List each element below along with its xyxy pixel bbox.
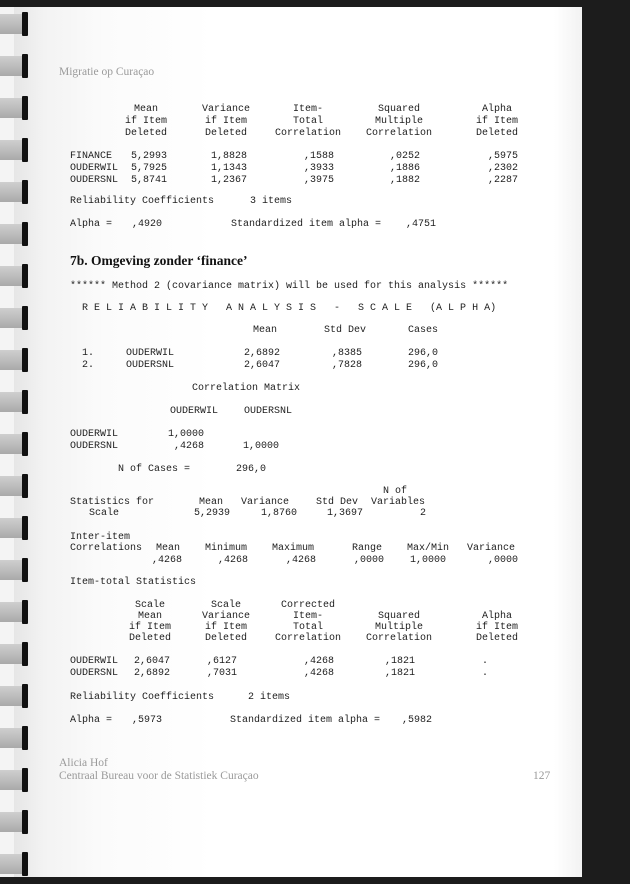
cell-item-total: ,3933	[303, 163, 334, 174]
row-label: FINANCE	[70, 151, 113, 162]
binding-ring-cap	[22, 642, 28, 666]
alpha-value: ,4920	[132, 219, 163, 230]
col-header-scale-var-l1: Scale	[210, 600, 241, 611]
running-header: Migratie op Curaçao	[59, 66, 155, 78]
col-header-mean-l3: Deleted	[124, 128, 167, 139]
cell-alpha: .	[482, 656, 489, 667]
page-number: 127	[533, 770, 551, 782]
col-header-variance-l3: Deleted	[204, 128, 247, 139]
binding-ring-cap	[22, 810, 28, 834]
binding-ring-cap	[22, 390, 28, 414]
alpha-label: Alpha =	[70, 219, 113, 230]
standardized-alpha-label: Standardized item alpha =	[231, 219, 382, 230]
cell-item-total: ,1588	[303, 151, 334, 162]
row-label: OUDERSNL	[70, 441, 119, 452]
inter-item-minimum: ,4268	[217, 555, 248, 566]
col-header-scale-mean-l3: if Item	[128, 622, 171, 633]
row-number: 2.	[82, 360, 95, 371]
analysis-banner: R E L I A B I L I T Y A N A L Y S I S - S C A L E (A L P H A)	[82, 303, 497, 314]
binding-ring-cap	[22, 684, 28, 708]
binding-ring-cap	[22, 96, 28, 120]
binding-ring-cap	[22, 516, 28, 540]
cell-variance: 1,1343	[210, 163, 247, 174]
correlations-label: Correlations	[70, 543, 143, 554]
cell-item-total: ,4268	[303, 668, 334, 679]
cell-variance: ,6127	[206, 656, 237, 667]
col-header-squared-l1: Squared	[377, 611, 420, 622]
col-header-corrected-l4: Correlation	[274, 633, 341, 644]
binding-ring-cap	[22, 600, 28, 624]
scale-label: Scale	[89, 508, 120, 519]
col-header-scale-mean-l2: Mean	[137, 611, 162, 622]
col-header: OUDERSNL	[244, 406, 293, 417]
col-header-alpha-l3: Deleted	[475, 633, 518, 644]
n-of-cases-value: 296,0	[236, 464, 267, 475]
inter-item-range: ,0000	[353, 555, 384, 566]
cell-variance: 1,2367	[210, 175, 247, 186]
col-header: OUDERWIL	[170, 406, 219, 417]
reliability-coefficients-label: Reliability Coefficients	[70, 196, 215, 207]
cell-item-total: ,4268	[303, 656, 334, 667]
row-label: OUDERSNL	[70, 175, 119, 186]
row-label: OUDERSNL	[126, 360, 175, 371]
row-label: OUDERWIL	[70, 656, 119, 667]
statistics-for-label: Statistics for	[70, 497, 155, 508]
binding-ring-cap	[22, 558, 28, 582]
col-header-alpha-l1: Alpha	[481, 104, 512, 115]
col-header-corrected-l1: Corrected	[280, 600, 335, 611]
binding-ring-cap	[22, 12, 28, 36]
col-header-squared-l2: Multiple	[374, 116, 423, 127]
col-header-squared-l3: Correlation	[365, 633, 432, 644]
cell-mean: 2,6892	[243, 348, 280, 359]
binding-ring-cap	[22, 768, 28, 792]
row-number: 1.	[82, 348, 95, 359]
section-heading-7b: 7b. Omgeving zonder ‘finance’	[70, 253, 248, 268]
col-header-variance-l2: if Item	[204, 116, 247, 127]
method-note: ****** Method 2 (covariance matrix) will be used for this analysis ******	[70, 281, 509, 292]
scale-n-variables: 2	[419, 508, 426, 519]
col-header-scale-var-l4: Deleted	[204, 633, 247, 644]
cell-squared-multiple: ,1821	[384, 656, 415, 667]
binding-ring-cap	[22, 852, 28, 876]
col-header-variance: Variance	[241, 497, 290, 508]
cell-mean: 5,2993	[130, 151, 167, 162]
binding-ring-cap	[22, 264, 28, 288]
row-label: OUDERWIL	[70, 163, 119, 174]
col-header-scale-mean-l1: Scale	[134, 600, 165, 611]
col-header-corrected-l3: Total	[292, 622, 323, 633]
col-header-mean: Mean	[199, 497, 224, 508]
inter-item-mean: ,4268	[151, 555, 182, 566]
standardized-alpha-value: ,5982	[402, 715, 433, 726]
binding-ring-cap	[22, 222, 28, 246]
cell-mean: 2,6047	[243, 360, 280, 371]
alpha-label: Alpha =	[70, 715, 113, 726]
scan-border-bottom	[0, 877, 630, 884]
cell-value: ,4268	[173, 441, 204, 452]
binding-ring-cap	[22, 180, 28, 204]
col-header-max-min: Max/Min	[407, 543, 450, 554]
col-header-std-dev: Std Dev	[323, 325, 366, 336]
binding-ring-cap	[22, 348, 28, 372]
footer-author: Alicia Hof	[59, 757, 108, 769]
standardized-alpha-value: ,4751	[406, 219, 437, 230]
spiral-binding	[0, 7, 14, 877]
binding-ring-cap	[22, 474, 28, 498]
n-of-cases-label: N of Cases =	[118, 464, 191, 475]
binding-ring-cap	[22, 306, 28, 330]
binding-ring-cap	[22, 138, 28, 162]
cell-value: 1,0000	[242, 441, 279, 452]
col-header-variance-l1: Variance	[201, 104, 250, 115]
col-header-variables: Variables	[371, 497, 426, 508]
cell-cases: 296,0	[407, 360, 438, 371]
cell-item-total: ,3975	[303, 175, 334, 186]
correlation-matrix-title: Correlation Matrix	[192, 383, 301, 394]
col-header-itemtotal-l1: Item-	[292, 104, 323, 115]
col-header-alpha-l2: if Item	[475, 622, 518, 633]
footer-organization: Centraal Bureau voor de Statistiek Curaçao	[59, 770, 259, 782]
col-header-scale-mean-l4: Deleted	[128, 633, 171, 644]
col-header-squared-l3: Correlation	[365, 128, 432, 139]
cell-alpha: .	[482, 668, 489, 679]
col-header-n-of: N of	[383, 486, 408, 497]
col-header-squared-l2: Multiple	[374, 622, 423, 633]
col-header-itemtotal-l3: Correlation	[274, 128, 341, 139]
reliability-coefficients-label: Reliability Coefficients	[70, 692, 215, 703]
cell-squared-multiple: ,1882	[389, 175, 420, 186]
standardized-alpha-label: Standardized item alpha =	[230, 715, 381, 726]
col-header-std-dev: Std Dev	[316, 497, 359, 508]
row-label: OUDERWIL	[70, 429, 119, 440]
cell-value: 1,0000	[167, 429, 204, 440]
cell-mean: 2,6892	[133, 668, 170, 679]
col-header-mean-l1: Mean	[133, 104, 158, 115]
inter-item-label: Inter-item	[70, 532, 131, 543]
item-total-title: Item-total Statistics	[70, 577, 197, 588]
row-label: OUDERWIL	[126, 348, 175, 359]
row-label: OUDERSNL	[70, 668, 119, 679]
col-header-corrected-l2: Item-	[292, 611, 323, 622]
cell-alpha: ,2287	[487, 175, 518, 186]
cell-mean: 5,8741	[130, 175, 167, 186]
cell-variance: ,7031	[206, 668, 237, 679]
inter-item-maximum: ,4268	[285, 555, 316, 566]
cell-variance: 1,8828	[210, 151, 247, 162]
cell-alpha: ,2302	[487, 163, 518, 174]
cell-alpha: ,5975	[487, 151, 518, 162]
scale-std-dev: 1,3697	[326, 508, 363, 519]
col-header-alpha-l2: if Item	[475, 116, 518, 127]
col-header-scale-var-l3: if Item	[204, 622, 247, 633]
binding-ring-cap	[22, 432, 28, 456]
col-header-mean: Mean	[252, 325, 277, 336]
cell-std-dev: ,7828	[331, 360, 362, 371]
col-header-minimum: Minimum	[205, 543, 248, 554]
items-count: 2 items	[248, 692, 291, 703]
col-header-range: Range	[352, 543, 383, 554]
scan-border-right	[582, 0, 630, 884]
col-header-alpha-l1: Alpha	[481, 611, 512, 622]
binding-ring-cap	[22, 726, 28, 750]
scale-mean: 5,2939	[193, 508, 230, 519]
col-header-maximum: Maximum	[272, 543, 315, 554]
col-header-squared-l1: Squared	[377, 104, 420, 115]
cell-squared-multiple: ,1821	[384, 668, 415, 679]
cell-squared-multiple: ,0252	[389, 151, 420, 162]
col-header-mean-l2: if Item	[124, 116, 167, 127]
col-header-mean: Mean	[156, 543, 181, 554]
items-count: 3 items	[250, 196, 293, 207]
inter-item-max-min: 1,0000	[409, 555, 446, 566]
col-header-variance: Variance	[467, 543, 516, 554]
scale-variance: 1,8760	[260, 508, 297, 519]
col-header-scale-var-l2: Variance	[201, 611, 250, 622]
col-header-cases: Cases	[407, 325, 438, 336]
cell-mean: 5,7925	[130, 163, 167, 174]
col-header-alpha-l3: Deleted	[475, 128, 518, 139]
col-header-itemtotal-l2: Total	[292, 116, 323, 127]
alpha-value: ,5973	[132, 715, 163, 726]
cell-cases: 296,0	[407, 348, 438, 359]
cell-squared-multiple: ,1886	[389, 163, 420, 174]
inter-item-variance: ,0000	[487, 555, 518, 566]
cell-std-dev: ,8385	[331, 348, 362, 359]
cell-mean: 2,6047	[133, 656, 170, 667]
scan-border-top	[0, 0, 630, 7]
binding-ring-cap	[22, 54, 28, 78]
